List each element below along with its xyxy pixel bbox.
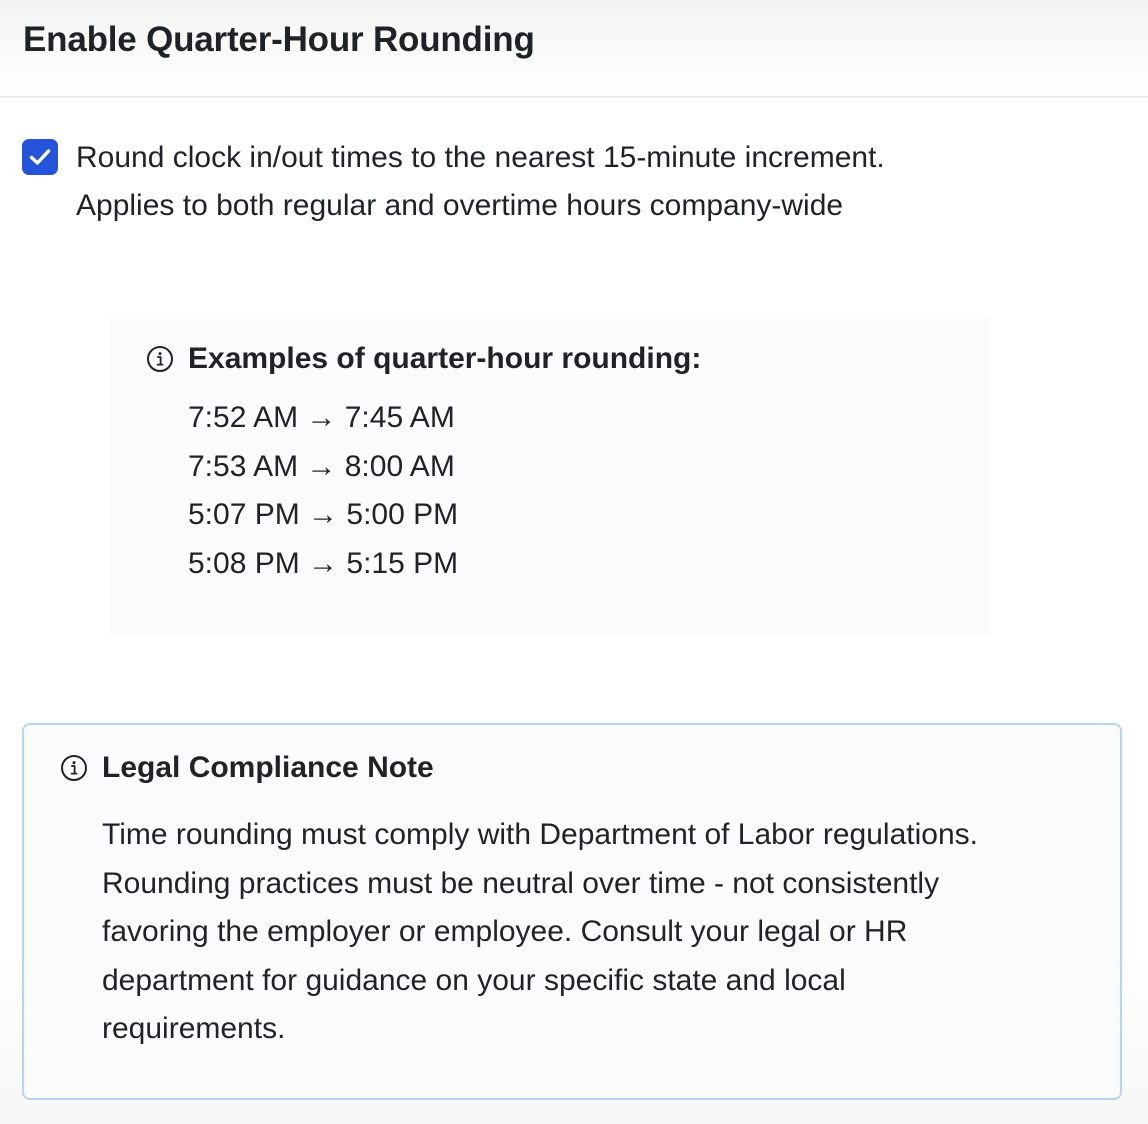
panel-header [0,0,1148,98]
note-title: Legal Compliance Note [102,751,434,784]
note-body [102,811,1082,1054]
examples-list [188,394,458,588]
example-item: 5:08 PM → 5:15 PM [188,546,459,580]
note-line: favoring the employer or employee. Consult your legal or HR [102,915,908,949]
rounding-setting-row [22,139,885,230]
enable-rounding-label[interactable] [76,134,885,230]
example-item: 7:52 AM → 7:45 AM [188,401,455,434]
example-item: 5:07 PM → 5:00 PM [188,498,459,531]
note-line: Rounding practices must be neutral over time - not consistently [102,866,940,900]
rounding-examples-box [110,318,990,636]
page-title: Enable Quarter-Hour Rounding [23,20,535,59]
enable-rounding-checkbox[interactable] [22,139,58,175]
example-item: 7:53 AM → 8:00 AM [188,449,455,483]
note-line: department for guidance on your specific state and local [102,963,846,997]
legal-compliance-note [22,723,1122,1100]
examples-title: Examples of quarter-hour rounding: [188,342,702,375]
note-header [60,751,434,785]
setting-description-line-2: Applies to both regular and overtime hours company-wide [76,189,844,222]
examples-header [146,342,701,376]
checkmark-icon [29,148,51,166]
setting-description-line-1: Round clock in/out times to the nearest 15-minute increment. [76,141,885,174]
note-line: Time rounding must comply with Department of Labor regulations. [102,818,978,851]
info-icon [60,754,88,782]
info-icon [146,345,174,373]
note-line: requirements. [102,1012,286,1046]
